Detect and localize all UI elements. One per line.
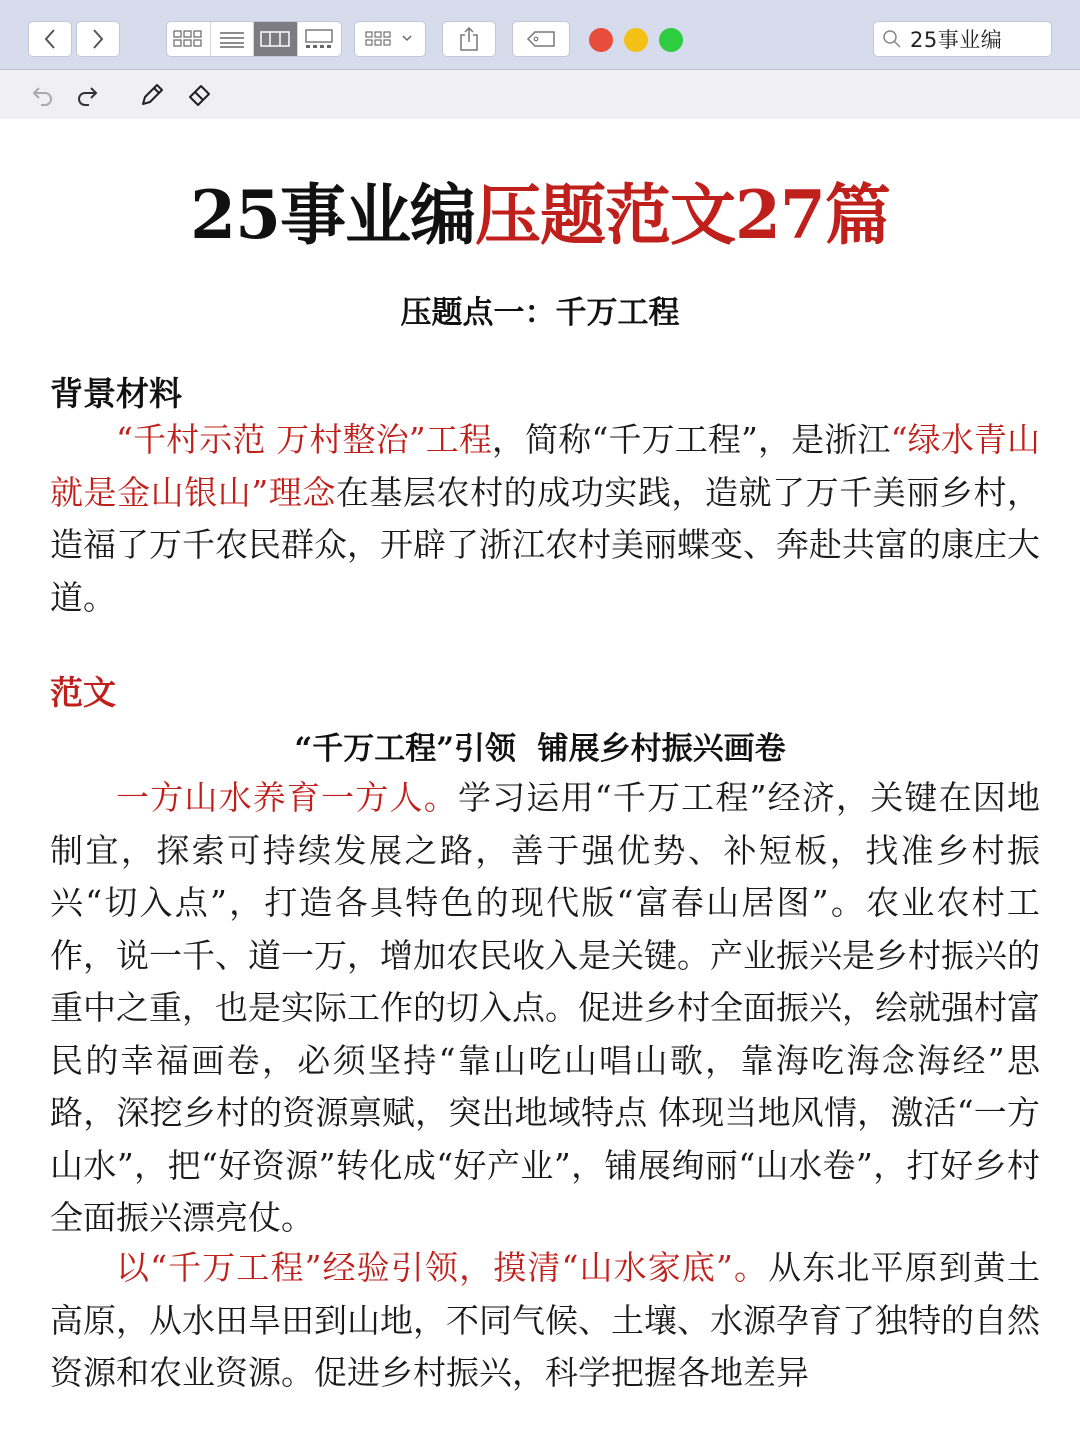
title-black-part: 25事业编 bbox=[190, 176, 475, 254]
view-icons-button[interactable] bbox=[167, 22, 211, 56]
search-field[interactable] bbox=[873, 21, 1052, 57]
view-columns-button[interactable] bbox=[254, 22, 298, 56]
essay-paragraph-1 bbox=[50, 772, 1040, 1245]
view-gallery-button[interactable] bbox=[298, 22, 341, 56]
search-icon bbox=[882, 29, 902, 49]
essay-paragraph-2 bbox=[50, 1242, 1040, 1400]
essay-heading: 范文 bbox=[50, 673, 116, 712]
back-button[interactable] bbox=[28, 21, 72, 57]
grid-dropdown-icon bbox=[365, 30, 415, 48]
forward-button[interactable] bbox=[76, 21, 120, 57]
background-paragraph bbox=[50, 414, 1040, 624]
search-input[interactable]: 25事业编 bbox=[910, 28, 1003, 52]
tag-red-dot[interactable] bbox=[589, 28, 613, 52]
redo-icon bbox=[75, 83, 99, 107]
essay-p2-red-phrase: 以“千万工程”经验引领，摸清“山水家底”。 bbox=[116, 1248, 769, 1287]
essay-title: “千万工程”引领 铺展乡村振兴画卷 bbox=[294, 731, 786, 767]
tag-green-dot[interactable] bbox=[659, 28, 683, 52]
undo-button[interactable] bbox=[28, 80, 58, 110]
background-red-phrase-2: “绿水青山就是金山银山”理念 bbox=[50, 420, 1041, 512]
essay-p1-text: 学习运用“千万工程”经济，关键在因地制宜，探索可持续发展之路，善于强优势、补短板，找准乡村振兴“切入点”，打造各具特色的现代版“富春山居图”。农业农村工作，说一千、道一万，增加农民收入是关键。产业振兴是乡村振兴的重中之重，也是实际工作的切入点。促进乡村全面振兴，绘就强村富民的幸福画卷，必须坚持“靠山吃山唱山歌，靠海吃海念海经”思路，深挖乡村的资源禀赋，突出地域特点 体现当地风情，激活“一方山水”，把“好资源”转化成“好产业”，铺展绚丽“山水卷”，打好乡村全面振兴漂亮仗。 bbox=[50, 778, 1040, 1237]
window-toolbar bbox=[0, 0, 1080, 70]
chevron-left-icon bbox=[43, 28, 57, 50]
view-mode-segmented bbox=[166, 21, 342, 57]
essay-p1-red-phrase: 一方山水养育一方人。 bbox=[116, 778, 458, 817]
grid-icon bbox=[173, 30, 203, 48]
background-text-1: ，简称“千万工程”，是浙江 bbox=[492, 420, 891, 459]
tag-icon bbox=[526, 30, 556, 48]
background-red-phrase-1: “千村示范 万村整治”工程 bbox=[116, 420, 493, 459]
eraser-button[interactable] bbox=[185, 80, 215, 110]
background-text-2: 在基层农村的成功实践，造就了万千美丽乡村，造福了万千农民群众，开辟了浙江农村美丽蝶变、奔赴共富的康庄大道。 bbox=[50, 472, 1040, 617]
pen-button[interactable] bbox=[137, 80, 167, 110]
chevron-right-icon bbox=[91, 28, 105, 50]
title-red-part: 压题范文27篇 bbox=[475, 176, 890, 254]
tag-yellow-dot[interactable] bbox=[624, 28, 648, 52]
group-by-button[interactable] bbox=[354, 21, 426, 57]
document-title bbox=[0, 162, 1080, 257]
eraser-icon bbox=[187, 82, 213, 108]
view-list-button[interactable] bbox=[211, 22, 255, 56]
undo-icon bbox=[31, 83, 55, 107]
list-icon bbox=[219, 30, 245, 48]
redo-button[interactable] bbox=[72, 80, 102, 110]
share-icon bbox=[458, 26, 480, 52]
share-button[interactable] bbox=[442, 21, 496, 57]
columns-icon bbox=[260, 30, 290, 48]
gallery-icon bbox=[304, 29, 334, 49]
essay-p2-text: 从东北平原到黄土高原，从水田旱田到山地，不同气候、土壤、水源孕育了独特的自然资源和农业资源。促进乡村振兴，科学把握各地差异 bbox=[50, 1248, 1041, 1392]
tag-button[interactable] bbox=[512, 21, 570, 57]
background-heading: 背景材料 bbox=[50, 374, 182, 413]
pencil-icon bbox=[139, 82, 165, 108]
topic-subtitle: 压题点一：千万工程 bbox=[400, 295, 680, 331]
